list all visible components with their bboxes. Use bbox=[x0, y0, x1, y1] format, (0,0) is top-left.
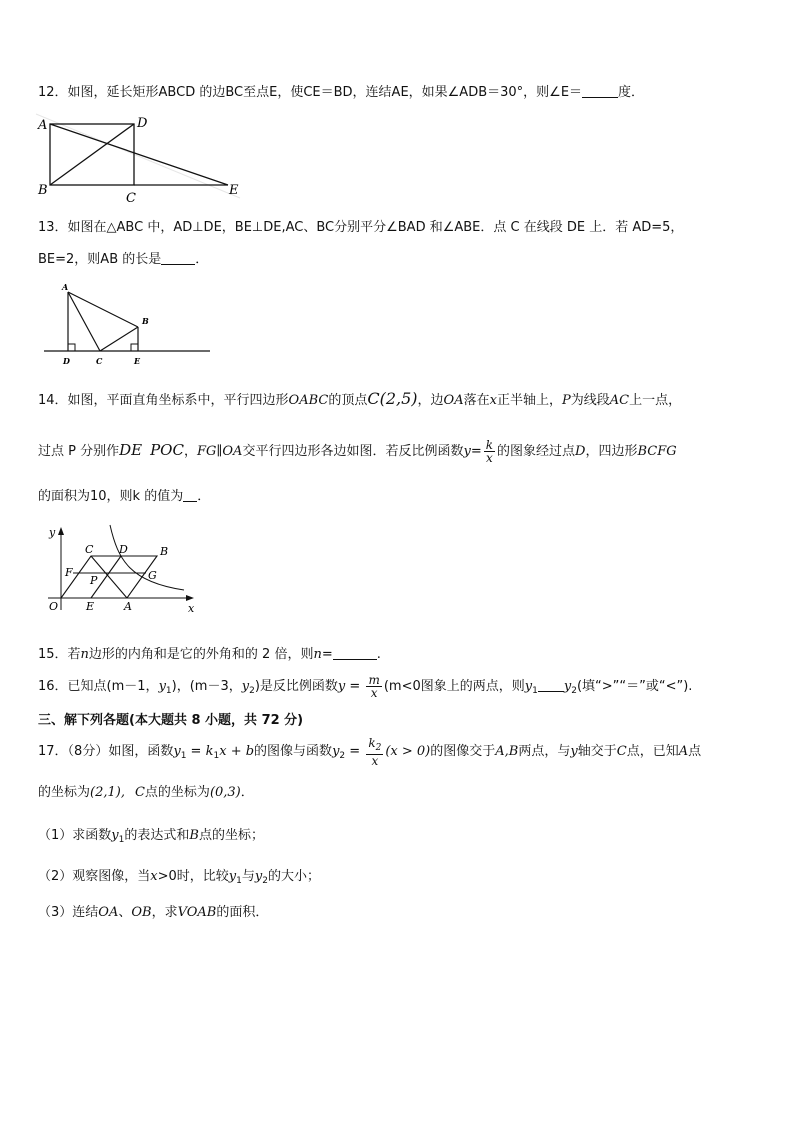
q17-p1-b: 的表达式和 bbox=[124, 828, 190, 843]
q17-part2 bbox=[38, 868, 320, 890]
q17-apt: A bbox=[678, 744, 689, 759]
q17-p3-c: ，求 bbox=[151, 905, 178, 920]
q17-eq2: = bbox=[345, 744, 365, 759]
q13-label-e: E bbox=[134, 356, 141, 366]
q16-y3: y bbox=[524, 679, 533, 694]
q14-p: P bbox=[561, 393, 571, 408]
q17-p2-x: x bbox=[150, 869, 158, 884]
q14-l3-b: ． bbox=[197, 489, 211, 504]
q14-label-a: A bbox=[124, 600, 132, 613]
q14-ac: AC bbox=[609, 393, 630, 408]
q17-ab: A,B bbox=[495, 744, 519, 759]
q14-figure bbox=[44, 520, 204, 620]
q13-label-a: A bbox=[62, 282, 69, 292]
q16-sub3: 1 bbox=[532, 686, 538, 696]
q15-b: 边形的内角和是它的外角和的 2 倍，则 bbox=[88, 647, 314, 662]
q14-label-c: C bbox=[85, 543, 94, 556]
q14-label-x: x bbox=[188, 602, 195, 615]
q12-diagonal-bd bbox=[50, 124, 134, 185]
q16-a: 16．已知点(m－1， bbox=[38, 679, 159, 694]
q14-x-arrow bbox=[186, 595, 194, 601]
q17-line2 bbox=[38, 784, 254, 802]
q14-l1-h: 上一点， bbox=[629, 393, 682, 408]
q17-y1: y bbox=[173, 744, 181, 759]
q14-bcfg: BCFG bbox=[637, 444, 677, 459]
q17-sub2: 2 bbox=[339, 751, 346, 761]
q17-frac-x: x bbox=[371, 753, 379, 768]
q16-text bbox=[38, 672, 692, 706]
q17-plusb: + b bbox=[226, 744, 255, 759]
q14-l1-f: 正半轴上， bbox=[496, 393, 562, 408]
q17-k1: k bbox=[205, 744, 214, 759]
q12-text-a: 12．如图，延长矩形ABCD 的边BC至点E，使CE＝BD，连结AE，如果∠ADB＝30°，则∠E＝ bbox=[38, 85, 583, 100]
q14-x: x bbox=[489, 393, 497, 408]
q17-p1-sub: 1 bbox=[118, 835, 125, 845]
q14-l1-g: 为线段 bbox=[570, 393, 610, 408]
q17-eq1: = bbox=[186, 744, 206, 759]
q13-line2-b: ． bbox=[195, 252, 209, 267]
q17-p2-a: （2）观察图像，当 bbox=[38, 869, 151, 884]
q12-segment-ae bbox=[50, 124, 228, 185]
q17-p1-y: y bbox=[111, 828, 119, 843]
q13-line2-a: BE=2，则AB 的长是 bbox=[38, 252, 162, 267]
q16-b: )，(m－3， bbox=[171, 679, 242, 694]
q16-y: y bbox=[158, 679, 166, 694]
q14-c-point: C(2,5) bbox=[367, 389, 418, 408]
q14-eq: = bbox=[470, 444, 482, 459]
q17-yaxis: y bbox=[570, 744, 578, 759]
q14-l2-c: 交平行四边形各边如图．若反比例函数 bbox=[242, 444, 464, 459]
q17-l1-f: 点，已知 bbox=[626, 744, 679, 759]
q17-l1-b: 的图像与函数 bbox=[254, 744, 333, 759]
q14-frac-x: x bbox=[485, 451, 493, 465]
q16-fraction bbox=[366, 674, 381, 699]
q15-c: = bbox=[321, 647, 333, 662]
q14-l2-d: 的图象经过点 bbox=[497, 444, 576, 459]
q15-answer-blank[interactable] bbox=[333, 647, 377, 660]
q17-a-coord: (2,1), bbox=[90, 785, 125, 800]
q17-p1-bpoint: B bbox=[189, 828, 199, 843]
q13-segment-bc bbox=[100, 327, 138, 351]
q14-line2 bbox=[38, 432, 677, 470]
q17-p3-a: （3）连结 bbox=[38, 905, 99, 920]
q14-label-d: D bbox=[119, 543, 128, 556]
q14-l1-e: 落在 bbox=[463, 393, 490, 408]
q17-p2-b: >0时，比较 bbox=[157, 869, 229, 884]
q17-p3-oa: OA bbox=[98, 905, 119, 920]
q14-label-e: E bbox=[86, 600, 95, 613]
q13-segment-ac bbox=[68, 292, 100, 351]
q17-p2-d: 的大小； bbox=[268, 869, 321, 884]
q12-label-a: A bbox=[38, 118, 48, 133]
q17-l2-b: 点的坐标为 bbox=[144, 785, 210, 800]
q17-p1-a: （1）求函数 bbox=[38, 828, 112, 843]
q14-de: DE bbox=[119, 441, 143, 459]
q16-y2: y bbox=[241, 679, 250, 694]
q14-label-o: O bbox=[49, 600, 59, 613]
section3-title: 三、解下列各题(本大题共 8 小题，共 72 分) bbox=[38, 713, 304, 728]
q14-label-f: F bbox=[65, 566, 73, 579]
q16-fy: y bbox=[337, 679, 346, 694]
q17-l1-c: 的图像交于 bbox=[430, 744, 496, 759]
q12-label-c: C bbox=[126, 191, 136, 206]
q12-answer-blank[interactable] bbox=[582, 85, 618, 98]
q14-l2-b: ， bbox=[183, 444, 197, 459]
q17-l1-e: 轴交于 bbox=[577, 744, 617, 759]
q17-line1 bbox=[38, 734, 701, 774]
q17-l1-g: 点 bbox=[688, 744, 702, 759]
q12-label-d: D bbox=[137, 116, 148, 131]
q12-text bbox=[38, 84, 644, 102]
q15-n: n bbox=[80, 647, 89, 662]
q15-d: . bbox=[376, 647, 381, 662]
q12-label-e: E bbox=[229, 183, 239, 198]
q17-part1 bbox=[38, 827, 264, 849]
q13-segment-ab bbox=[68, 292, 138, 327]
q15-a: 15．若 bbox=[38, 647, 81, 662]
q14-poc: POC bbox=[150, 441, 184, 459]
q13-right-angle-d bbox=[68, 344, 75, 351]
q14-d-point: D bbox=[575, 444, 586, 459]
q17-l2-a: 的坐标为 bbox=[38, 785, 91, 800]
q16-answer-blank[interactable] bbox=[538, 679, 564, 692]
q16-y4: y bbox=[563, 679, 572, 694]
q17-cpt: C bbox=[616, 744, 627, 759]
q14-l1-b: 的顶点 bbox=[328, 393, 368, 408]
q13-label-b: B bbox=[142, 316, 149, 326]
q16-sub1: 1 bbox=[165, 686, 172, 696]
q15-text bbox=[38, 646, 381, 664]
q17-p3-ob: OB bbox=[131, 905, 152, 920]
q14-fraction bbox=[484, 439, 495, 464]
q17-x1: x bbox=[219, 744, 227, 759]
q16-frac-x: x bbox=[370, 686, 378, 700]
q17-l2-end: ． bbox=[240, 785, 254, 800]
q17-p3-triangle: VOAB bbox=[177, 905, 217, 920]
q14-hyperbola bbox=[110, 525, 184, 590]
q14-l2-e: ，四边形 bbox=[585, 444, 638, 459]
q14-line1 bbox=[38, 390, 681, 410]
q14-frac-k: k bbox=[485, 438, 494, 452]
q16-c: )是反比例函数 bbox=[254, 679, 338, 694]
q14-fg-parallel-oa: FG∥OA bbox=[196, 444, 243, 459]
q13-figure bbox=[44, 282, 214, 368]
q13-right-angle-e bbox=[131, 344, 138, 351]
q17-part3 bbox=[38, 904, 268, 922]
q14-l3-a: 的面积为10，则k 的值为 bbox=[38, 489, 184, 504]
q14-oa: OA bbox=[443, 393, 464, 408]
q16-d: (m<0图象上的两点，则 bbox=[383, 679, 525, 694]
q14-oabc: OABC bbox=[288, 393, 329, 408]
q17-frac-ks2: 2 bbox=[375, 742, 382, 753]
q12-text-b: 度． bbox=[618, 85, 645, 100]
q17-l1-a: 17．（8分）如图，函数 bbox=[38, 744, 174, 759]
q14-label-y: y bbox=[49, 526, 56, 539]
q16-e: (填“>”“＝”或“<”). bbox=[576, 679, 693, 694]
q14-y: y bbox=[463, 444, 471, 459]
q14-label-b: B bbox=[160, 545, 169, 558]
q16-eq: = bbox=[345, 679, 365, 694]
q17-p3-b: 、 bbox=[118, 905, 132, 920]
q17-l2-c: C bbox=[134, 785, 145, 800]
q15-n2: n bbox=[313, 647, 322, 662]
q13-label-d: D bbox=[63, 356, 70, 366]
q13-line1: 13．如图在△ABC 中，AD⊥DE，BE⊥DE,AC、BC分别平分∠BAD 和∠ABE．点 C 在线段 DE 上．若 AD=5， bbox=[38, 220, 684, 235]
q13-answer-blank[interactable] bbox=[161, 252, 195, 265]
q14-label-p: P bbox=[90, 574, 98, 587]
q17-p2-sub2: 2 bbox=[262, 876, 268, 886]
q14-answer-blank[interactable] bbox=[183, 489, 197, 502]
q17-frac-k: k bbox=[368, 735, 376, 750]
q14-y-arrow bbox=[58, 527, 64, 535]
q13-line2 bbox=[38, 251, 208, 269]
q17-sub1: 1 bbox=[180, 751, 187, 761]
q17-fraction bbox=[366, 737, 383, 767]
q16-sub4: 2 bbox=[571, 686, 577, 696]
q17-p2-c: 与 bbox=[241, 869, 255, 884]
q17-p2-y1: y bbox=[228, 869, 237, 884]
q16-frac-m: m bbox=[368, 673, 380, 687]
q14-l2-a: 过点 P 分别作 bbox=[38, 444, 120, 459]
q17-y2: y bbox=[332, 744, 340, 759]
q17-p3-d: 的面积． bbox=[216, 905, 269, 920]
q13-label-c: C bbox=[96, 356, 103, 366]
q14-line3 bbox=[38, 488, 210, 506]
q17-cond: (x > 0) bbox=[385, 744, 431, 759]
q17-c-coord: (0,3) bbox=[209, 785, 241, 800]
q12-figure bbox=[36, 114, 246, 204]
q17-p1-c: 点的坐标； bbox=[198, 828, 264, 843]
q14-l1-a: 14．如图，平面直角坐标系中，平行四边形 bbox=[38, 393, 289, 408]
q17-p2-y2: y bbox=[254, 869, 263, 884]
q17-ks1: 1 bbox=[213, 751, 220, 761]
q14-label-g: G bbox=[148, 569, 157, 582]
q16-sub2: 2 bbox=[249, 686, 255, 696]
q14-l1-d: ，边 bbox=[417, 393, 444, 408]
q17-p2-sub1: 1 bbox=[236, 876, 242, 886]
q12-label-b: B bbox=[38, 183, 48, 198]
q17-l1-d: 两点，与 bbox=[518, 744, 571, 759]
